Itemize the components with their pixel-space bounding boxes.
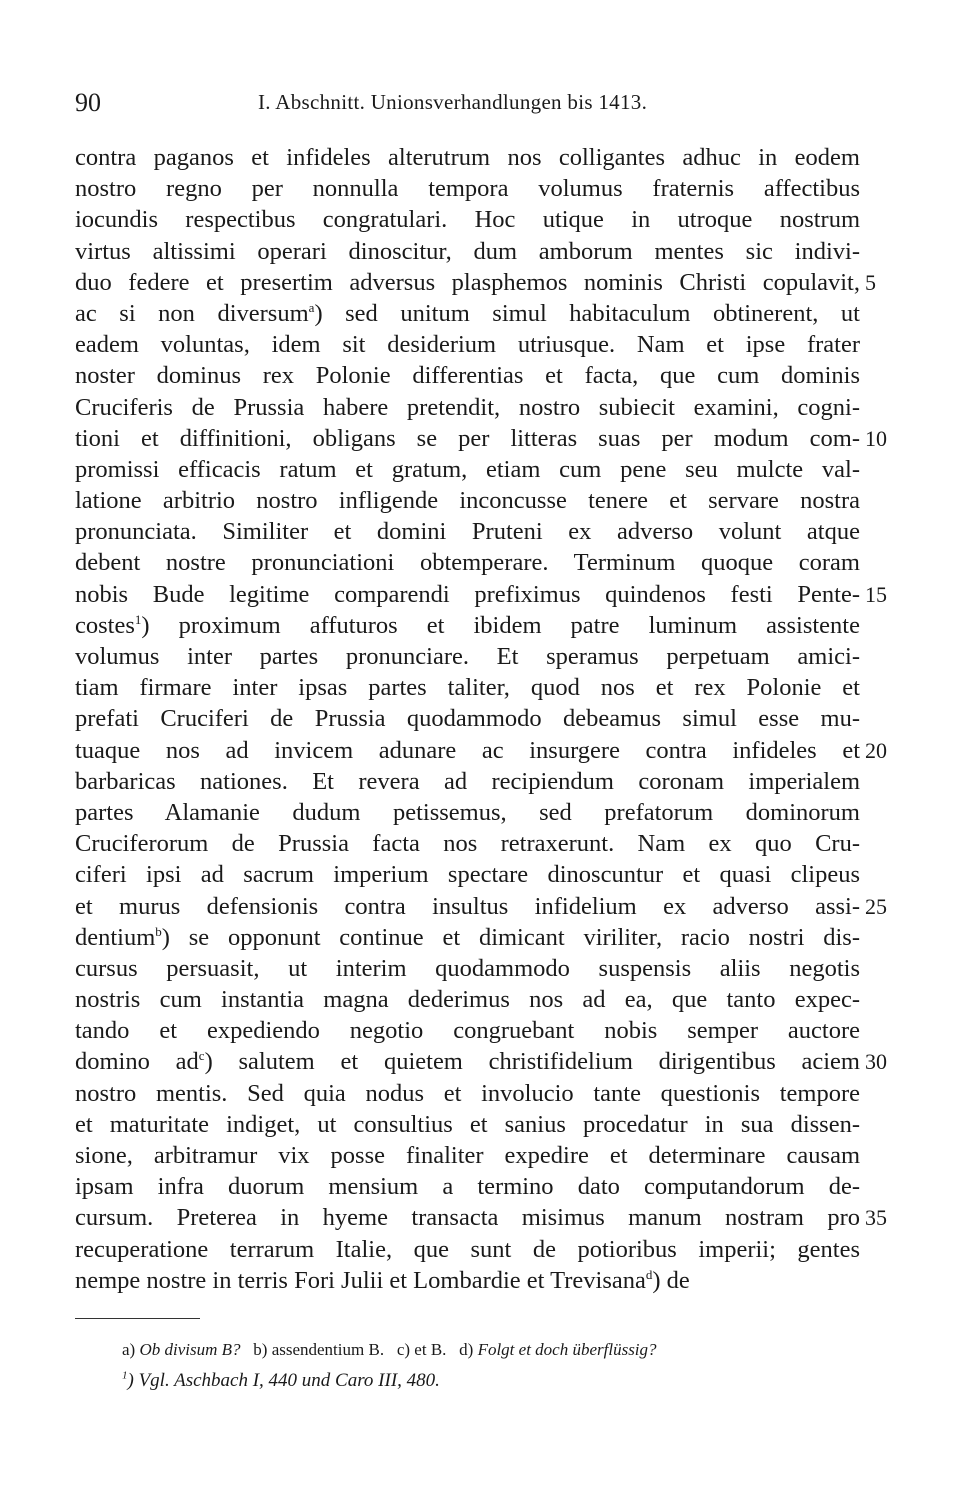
- text-line: [75, 891, 887, 922]
- text-line: [75, 173, 860, 204]
- footnote-1-text: ) Vgl. Aschbach I, 440 und Caro III, 480.: [127, 1370, 440, 1391]
- line-text: ) sed unitum simul habitaculum obtinerent, ut: [314, 299, 860, 327]
- line-text: contra paganos et infideles alterutrum nos colligantes adhuc in eodem: [75, 144, 860, 171]
- line-text: nostris cum instantia magna dederimus nos ad ea, que tanto expec-: [75, 986, 860, 1014]
- text-line: [75, 828, 860, 859]
- line-number: 35: [865, 1205, 887, 1231]
- body-text: [75, 142, 887, 1296]
- line-text: cursum. Preterea in hyeme transacta misimus manum nostram pro: [75, 1204, 860, 1232]
- line-text: et maturitate indiget, ut consultius et sanius procedatur in sua dissen-: [75, 1110, 860, 1138]
- footnote-a-text: Ob divisum B?: [139, 1340, 241, 1359]
- footnote-d-label: d): [459, 1340, 474, 1359]
- line-text: tiam firmare inter ipsas partes taliter, quod nos et rex Polonie et: [75, 674, 860, 702]
- footnote-d-text: Folgt et doch überflüssig?: [477, 1340, 657, 1359]
- line-text: volumus inter partes pronunciare. Et speramus perpetuam amici-: [75, 643, 860, 670]
- text-line: [75, 142, 860, 173]
- text-line: [75, 953, 860, 984]
- text-line: [75, 766, 860, 797]
- line-number: 10: [865, 425, 887, 451]
- page-number: 90: [75, 88, 101, 117]
- text-line: [75, 579, 887, 610]
- text-line: [75, 204, 860, 235]
- line-text: iocundis respectibus congratulari. Hoc utique in utroque nostrum: [75, 206, 860, 234]
- text-line: [75, 922, 860, 953]
- footnote-b-text: assendentium B.: [271, 1340, 385, 1359]
- text-line: [75, 641, 860, 672]
- text-line: [75, 423, 887, 454]
- line-text: tioni et diffinitioni, obligans se per litteras suas per modum com-: [75, 424, 860, 452]
- footnote-c-label: c): [396, 1340, 411, 1359]
- page-header: [75, 88, 860, 118]
- line-text: dentium: [75, 923, 156, 951]
- line-text: prefati Cruciferi de Prussia quodammodo debeamus simul esse mu-: [75, 705, 860, 733]
- text-line: [75, 1234, 860, 1265]
- line-text: eadem voluntas, idem sit desiderium utriusque. Nam et ipse frater: [75, 331, 860, 359]
- line-number: 5: [865, 269, 876, 295]
- line-text: tuaque nos ad invicem adunare ac insurgere contra infideles et: [75, 736, 860, 764]
- line-text: nostro mentis. Sed quia nodus et involucio tante questionis tempore: [75, 1079, 860, 1107]
- footnote-marker: b: [155, 923, 162, 939]
- text-line: [75, 703, 860, 734]
- line-text: noster dominus rex Polonie differentias et facta, que cum dominis: [75, 362, 860, 390]
- line-text: cursus persuasit, ut interim quodammodo suspensis aliis negotis: [75, 954, 860, 982]
- line-text: latione arbitrio nostro infligende inconcusse tenere et servare nostra: [75, 487, 860, 515]
- line-text: nempe nostre in terris Fori Julii et Lombardie et Trevisana: [75, 1266, 646, 1294]
- text-line: [75, 859, 860, 890]
- text-line: [75, 516, 860, 547]
- line-text: ciferi ipsi ad sacrum imperium spectare dinoscuntur et quasi clipeus: [75, 861, 860, 889]
- line-text: nostro regno per nonnulla tempora volumus fraternis affectibus: [75, 175, 860, 203]
- footnote-marker: d: [645, 1266, 653, 1282]
- line-text: nobis Bude legitime comparendi prefiximus quindenos festi Pente-: [75, 580, 860, 608]
- text-line: [75, 267, 876, 298]
- line-text: ) se opponunt continue et dimicant viriliter, racio nostri dis-: [161, 923, 860, 951]
- text-line: [75, 1046, 887, 1077]
- text-line: [75, 1202, 887, 1233]
- footnote-a-label: a): [122, 1340, 136, 1359]
- line-text: ipsam infra duorum mensium a termino dato computandorum de-: [75, 1173, 860, 1201]
- line-text: tando et expediendo negotio congruebant nobis semper auctore: [75, 1017, 860, 1045]
- text-line: [75, 454, 860, 485]
- line-number: 25: [865, 893, 887, 919]
- line-text: Cruciferis de Prussia habere pretendit, nostro subiecit examini, cogni-: [75, 393, 860, 421]
- textual-footnotes: [122, 1340, 657, 1360]
- footnote-marker: 1: [134, 611, 142, 627]
- line-number: 30: [865, 1049, 887, 1075]
- text-line: [75, 610, 860, 641]
- line-text: sione, arbitramur vix posse finaliter expedire et determinare causam: [75, 1142, 860, 1169]
- text-line: [75, 485, 860, 516]
- text-line: [75, 298, 860, 329]
- text-line: [75, 672, 860, 703]
- line-text: pronunciata. Similiter et domini Pruteni ex adverso volunt atque: [75, 518, 860, 546]
- footnote-marker: a: [308, 299, 315, 315]
- text-line: [75, 236, 860, 267]
- line-text: costes: [75, 611, 135, 639]
- line-text: domino ad: [75, 1048, 199, 1076]
- line-text: partes Alamanie dudum petissemus, sed prefatorum dominorum: [75, 798, 860, 826]
- text-line: [75, 392, 860, 423]
- text-line: [75, 1015, 860, 1046]
- line-text: ) salutem et quietem christifidelium dirigentibus aciem: [204, 1048, 860, 1076]
- footnote-rule: [75, 1318, 200, 1319]
- text-line: [75, 360, 860, 391]
- text-line: [75, 1109, 860, 1140]
- line-number: 20: [865, 737, 887, 763]
- line-text: debent nostre pronunciationi obtemperare. Terminum quoque coram: [75, 549, 860, 577]
- text-line: [75, 547, 860, 578]
- footnote-marker: c: [198, 1048, 205, 1064]
- footnote-1-label: 1: [122, 1369, 128, 1382]
- running-title: I. Abschnitt. Unionsverhandlungen bis 1413.: [258, 90, 648, 114]
- text-line: [75, 1140, 860, 1171]
- line-text: et murus defensionis contra insultus infidelium ex adverso assi-: [75, 892, 860, 920]
- text-line: [75, 735, 887, 766]
- text-line: [75, 1171, 860, 1202]
- reference-footnote: [122, 1370, 440, 1392]
- text-line: [75, 329, 860, 360]
- footnote-c-text: et B.: [414, 1340, 447, 1359]
- line-text: recuperatione terrarum Italie, que sunt de potioribus imperii; gentes: [75, 1235, 860, 1263]
- footnote-b-label: b): [253, 1340, 268, 1359]
- line-text: promissi efficacis ratum et gratum, etiam cum pene seu mulcte val-: [75, 455, 860, 483]
- text-line: [75, 984, 860, 1015]
- text-line: [75, 797, 860, 828]
- line-text: ) de: [652, 1266, 690, 1294]
- line-number: 15: [865, 581, 887, 607]
- text-line: [75, 1265, 860, 1296]
- line-text: duo federe et presertim adversus plasphemos nominis Christi copulavit,: [75, 268, 860, 296]
- line-text: Cruciferorum de Prussia facta nos retraxerunt. Nam ex quo Cru-: [75, 830, 860, 858]
- line-text: barbaricas nationes. Et revera ad recipiendum coronam imperialem: [75, 767, 860, 795]
- line-text: virtus altissimi operari dinoscitur, dum amborum mentes sic indivi-: [75, 237, 860, 265]
- text-line: [75, 1078, 860, 1109]
- line-text: ac si non diversum: [75, 299, 309, 327]
- line-text: ) proximum affuturos et ibidem patre luminum assistente: [141, 611, 860, 639]
